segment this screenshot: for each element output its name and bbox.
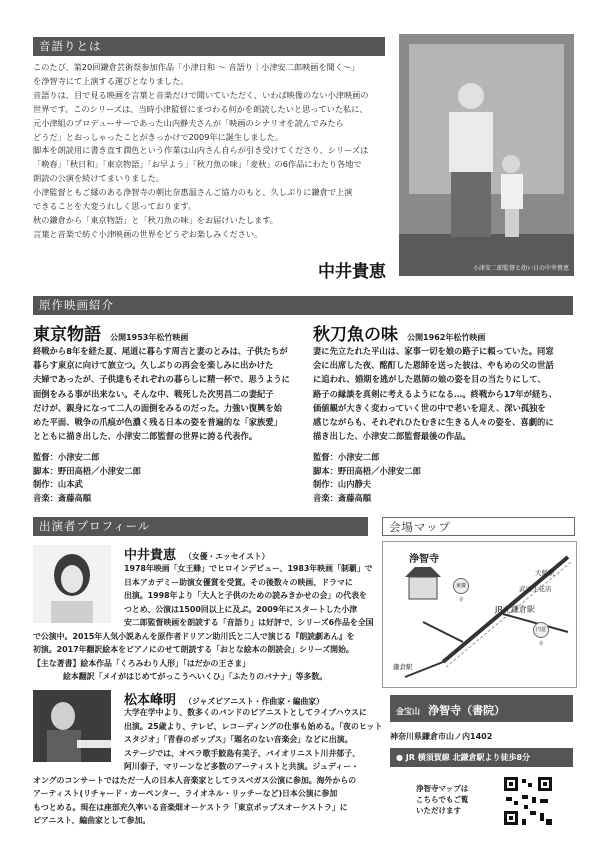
bio-line: 出演。1998年より「大人と子供のための読みきかせの会」の代表を [124,591,367,600]
performer-name: 松本峰明 [124,693,177,708]
films-heading: 原作映画紹介 [39,298,114,312]
ozu-photo [399,34,574,276]
venue-map [382,541,577,688]
credit-line: 制作：山内静夫 [313,479,372,490]
film-title: 秋刀魚の味 [313,325,398,345]
credit-line: 監督：小津安二郎 [33,452,100,463]
intro-heading-bar [33,37,385,56]
synopsis-line: 暮らす東京に向けて旅立つ。久しぶりの再会を楽しみに出かけた [33,360,274,371]
synopsis-line: 面倒をみる事が出来ない。そんな中、戦死した次男昌二の妻紀子 [33,388,274,399]
intro-line: 脚本を朗読用に書き直す潤色という作業は山内さん自らが引き受けてくださり、シリーズは [33,145,369,156]
map-label-bukkeji: 武川生花店 [519,585,552,593]
venue-access-box [390,748,573,767]
qr-text-line: こちらでもご覧 [416,795,469,804]
intro-line: 朗読の公演を続けてまいりました。 [33,173,165,184]
synopsis-line: 価値観が大きく変わっていく世の中で老いを迎え、深い孤独を [313,402,546,413]
venue-name: 浄智寺（書院） [428,704,506,717]
synopsis-line: だけが、親身になって二人の面倒をみるのだった。力強い復興を始 [33,402,282,413]
synopsis-line: 終戦から8年を経た夏、尾道に暮らす周吉と妻のとみは、子供たちが [33,346,288,356]
synopsis-line: とともに描き出した、小津安二郎監督の世界に誇る代表作。 [33,431,258,442]
credit-line: 脚本：野田高梧／小津安二郎 [313,465,421,476]
film-subtitle: 公開1962年松竹映画 [407,333,486,342]
synopsis-line: 妻に先立たれた平山は、家事一切を娘の路子に頼っていた。同窓 [313,346,554,356]
performer-name: 中井貴恵 [124,548,177,563]
performers-heading: 出演者プロフィール [39,519,151,533]
performer-name-row [124,689,374,707]
map-label-temple: 浄智寺 [409,554,439,565]
film-credits [313,451,575,505]
map-label-tokeiji: 東慶寺 [453,578,469,594]
bio-line: 絵本翻訳「メイがはじめてがっこうへいくひ」「ふたりのバナナ」等多数。 [63,672,328,681]
synopsis-line: 夫婦であったが、子供達もそれぞれの暮らしに精一杯で、思うように [33,374,290,385]
qr-text-line: 浄智寺マップは [416,784,469,793]
bio-line: スタジオ」「青春のポップス」「題名のない音楽会」などに出演。 [124,735,353,744]
bio-line: 阿川泰子、マリーンなど多数のアーティストと共演。ジュディー・ [124,762,359,771]
synopsis-line: 感じながらも、それぞれひたむきに生きる人々の姿を、喜劇的に [313,417,554,428]
performers-heading-bar [33,517,368,536]
bio-line: 出演。25歳より、テレビ、レコーディングの仕事も始める。「夜のヒット [124,721,383,731]
venue-info [390,695,573,831]
bio-line: 大学在学中より、数多くのバンドのピアニストとしてライブハウスに [124,708,367,717]
venue-address: 神奈川県鎌倉市山ノ内1402 [390,732,493,741]
bio-line: ピアニスト、編曲家として参加。 [33,816,151,825]
intro-line: このたび、第20回鎌倉芸術祭参加作品「小津日和 〜 音語り｜小津安二郎映画を聞く〜」 [33,62,360,72]
performer-matsumoto [124,689,374,707]
credit-line: 音楽：斎藤高順 [33,492,92,503]
bio-line: 日本アカデミー助演女優賞を受賞。その後数々の映画、ドラマに [124,577,353,587]
performer-role: （ジャズピアニスト・作曲家・編曲家） [184,697,324,706]
bio-line: アーティスト(リチャード・カーペンター、ライオネル・リッチーなど)日本公演に参加 [33,789,338,798]
venue-mountain: 金宝山 [396,707,420,716]
credit-line: 制作：山本武 [33,479,83,490]
qr-code-icon[interactable] [502,775,554,827]
map-label-kamakura: 鎌倉駅 [393,663,413,671]
bio-line: 1978年映画「女王蜂」でヒロインデビュー、1983年映画「制覇」で [124,564,373,573]
synopsis-line: に追われ、婚期を逃がした恩師の娘の姿を目の当たりにして、 [313,374,546,385]
films-heading-bar [33,296,573,315]
bio-line: 【主な著書】絵本作品「くろみわり人形」「はだかの王さま」 [33,658,250,668]
credit-line: 脚本：野田高梧／小津安二郎 [33,465,141,476]
bio-line: 安二郎監督映画を朗読する「音語り」は好評で、シリーズ6作品を全国 [124,618,374,627]
film-tokyo-story [33,320,301,505]
photo-caption: 小津安二郎監督と幼い日の中井貴恵 [472,265,569,272]
performer-role: （女優・エッセイスト） [184,552,270,561]
synopsis-line: 描き出した、小津安二郎監督最後の作品。 [313,431,471,442]
film-title-row [313,320,575,344]
venue-heading: 会場マップ [389,520,452,534]
credit-line: 音楽：斎藤高順 [313,492,372,503]
intro-signature: 中井貴恵 [318,262,386,282]
venue-name-box [390,695,573,722]
intro-line: どうだ」とおっしゃったことがきっかけで2009年に誕生しました。 [33,131,284,142]
film-synopsis [33,344,301,443]
film-synopsis [313,344,575,443]
intro-line: 世界です。このシリーズは、当時小津監督にまつわる何かを朗読したいと思っていた私に、 [33,103,368,114]
map-label-enkakuji: 円覚寺 [533,622,549,638]
intro-line: 秋の鎌倉から「東京物語」と「秋刀魚の味」をお届けいたします。 [33,214,278,225]
intro-line: を浄智寺にて上演する運びとなりました。 [33,75,189,86]
bio-line: つとめ、公演は1500回以上に及ぶ。2009年にスタートした小津 [124,604,358,614]
venue-access: JR 横須賀線 北鎌倉駅より徒歩8分 [405,753,531,762]
intro-line: 「晩春」「秋日和」「東京物語」「お早よう」「秋刀魚の味」「麦秋」の6作品にわたり各地で [33,159,362,170]
film-title: 東京物語 [33,325,101,345]
venue-heading-bar [382,517,575,536]
film-subtitle: 公開1953年松竹映画 [110,333,189,342]
qr-text-line: いただけます [416,806,461,815]
intro-line: 言葉と音楽で紡ぐ小津映画の世界をどうぞお楽しみください。 [33,228,263,239]
intro-line: 元小津組のプロデューサーであった山内静夫さんが「映画のシナリオを読んでみたら [33,117,344,128]
bio-line: 初演。2017年翻訳絵本をピアノにのせて朗読する「おとな絵本の朗読会」シリーズ開始。 [33,645,354,654]
performer-matsumoto-bio [33,706,383,828]
performer-name-row [124,544,374,562]
credit-line: 監督：小津安二郎 [313,452,380,463]
performer-nakai [124,544,374,562]
film-credits [33,451,301,505]
synopsis-line: 路子の縁談を真剣に考えるようになる…。終戦から17年が経ち、 [313,388,557,399]
synopsis-line: 会に出席した夜、酩酊した恩師を送った彼は、やもめの父の世話 [313,360,554,371]
station-bullet-icon: ● [396,753,403,762]
bio-line: で公演中。2015年人気小説あんを原作者ドリアン助川氏と二人で演じる『朗読劇あん』を [33,631,355,641]
ozu-photo-figures [399,34,574,276]
performer-nakai-bio [33,562,378,684]
qr-text [416,783,468,816]
intro-line: 音語りは、目で見る映画を言葉と音楽だけで聞いていただく、いわば映像のない小津映画の [33,89,369,100]
qr-row [390,775,573,831]
synopsis-line: めた平面、戦争の爪痕が色濃く残る日本の姿を普遍的な「家族愛」 [33,417,282,428]
map-label-station: JR北鎌倉駅 [495,605,535,614]
bio-line: もつとめる。現在は座部充久率いる音楽畑オーケストラ「東京ポップスオーケストラ」に [33,802,348,812]
intro-line: できることを大変うれしく思っております。 [33,201,197,212]
map-label-ofuna: 大船駅 [535,569,555,577]
intro-heading: 音語りとは [39,39,102,53]
intro-line: 小津監督ともご縁のある浄智寺の朝比奈惠温さんご協力のもと、久しぶりに鎌倉で上演 [33,187,353,198]
intro-text [33,61,385,242]
film-title-row [33,320,301,344]
film-sanma [313,320,575,505]
bio-line: ステージでは、オペラ歌手鮫島有美子、バイオリニスト川井郁子、 [124,748,361,758]
bio-line: オングのコンサートではただ一人の日本人音楽家としてラスベガス公演に参加。海外からの [33,775,357,785]
